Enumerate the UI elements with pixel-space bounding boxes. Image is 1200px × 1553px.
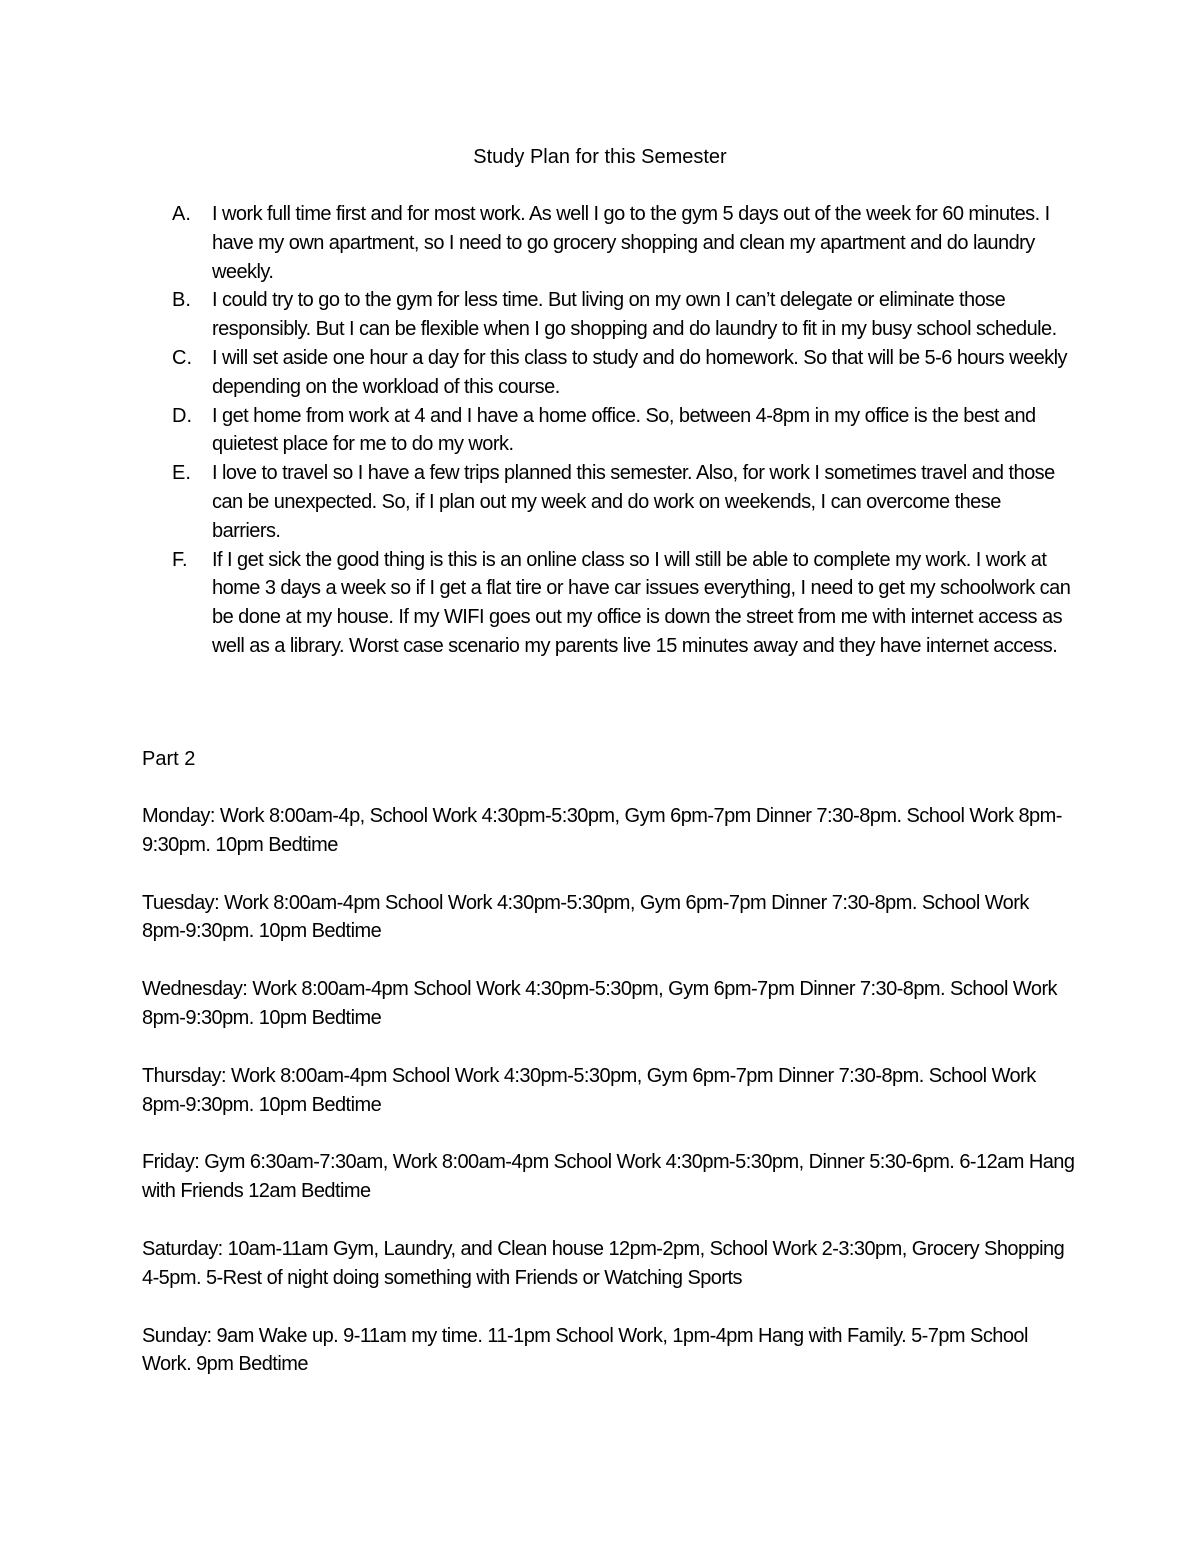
part2-heading: Part 2 [142, 748, 196, 770]
list-marker: E. [172, 462, 191, 485]
schedule-monday: Monday: Work 8:00am-4p, School Work 4:30pm-5:30pm, Gym 6pm-7pm Dinner 7:30-8pm. School Work 8pm-9:30pm. 10pm Bedtime [142, 805, 1062, 856]
list-item-f [0, 546, 1200, 661]
schedule-wednesday: Wednesday: Work 8:00am-4pm School Work 4:30pm-5:30pm, Gym 6pm-7pm Dinner 7:30-8pm. School Work 8pm-9:30pm. 10pm Bedtime [142, 978, 1058, 1029]
list-marker: B. [172, 289, 191, 312]
lettered-list [0, 200, 1200, 661]
schedule-sunday: Sunday: 9am Wake up. 9-11am my time. 11-1pm School Work, 1pm-4pm Hang with Family. 5-7pm School Work. 9pm Bedtime [142, 1324, 1028, 1376]
list-item-text: I get home from work at 4 and I have a home office. So, between 4-8pm in my office is the best and quietest place for me to do my work. [212, 404, 1036, 456]
list-item-text: If I get sick the good thing is this is an online class so I will still be able to complete my work. I work at home 3 days a week so if I get a flat tire or have car issues everything, I need to get my schoolwork can be done at my house. If my WIFI goes out my office is down the street from me with internet access as well as a library. Worst case scenario my parents live 15 minutes away and they have internet access. [212, 548, 1071, 657]
list-item-text: I love to travel so I have a few trips planned this semester. Also, for work I sometimes travel and those can be unexpected. So, if I plan out my week and do work on weekends, I can overcome these barriers. [212, 462, 1055, 542]
weekly-schedule [142, 802, 1077, 1408]
list-marker: A. [172, 203, 191, 225]
list-marker: F. [172, 548, 188, 571]
list-marker: C. [172, 346, 192, 369]
schedule-thursday: Thursday: Work 8:00am-4pm School Work 4:30pm-5:30pm, Gym 6pm-7pm Dinner 7:30-8pm. School Work 8pm-9:30pm. 10pm Bedtime [142, 1064, 1036, 1116]
list-item-a [0, 200, 1200, 286]
list-item-e [0, 459, 1200, 545]
schedule-tuesday: Tuesday: Work 8:00am-4pm School Work 4:30pm-5:30pm, Gym 6pm-7pm Dinner 7:30-8pm. School Work 8pm-9:30pm. 10pm Bedtime [142, 891, 1029, 943]
list-item-c [0, 344, 1200, 402]
list-item-text: I work full time first and for most work. As well I go to the gym 5 days out of the week for 60 minutes. I have my own apartment, so I need to go grocery shopping and clean my apartment and do laundry weekly. [212, 203, 1050, 283]
list-item-text: I could try to go to the gym for less time. But living on my own I can’t delegate or eliminate those responsibly. But I can be flexible when I go shopping and do laundry to fit in my busy school schedule. [212, 289, 1057, 341]
list-item-b [0, 286, 1200, 344]
list-marker: D. [172, 404, 192, 427]
document-title: Study Plan for this Semester [473, 146, 727, 168]
schedule-friday: Friday: Gym 6:30am-7:30am, Work 8:00am-4pm School Work 4:30pm-5:30pm, Dinner 5:30-6pm. 6-12am Hang with Friends 12am Bedtime [142, 1151, 1075, 1203]
list-item-d [0, 402, 1200, 460]
schedule-saturday: Saturday: 10am-11am Gym, Laundry, and Clean house 12pm-2pm, School Work 2-3:30pm, Grocery Shopping 4-5pm. 5-Rest of night doing something with Friends or Watching Sports [142, 1237, 1065, 1289]
list-item-text: I will set aside one hour a day for this class to study and do homework. So that will be 5-6 hours weekly depending on the workload of this course. [212, 346, 1067, 398]
